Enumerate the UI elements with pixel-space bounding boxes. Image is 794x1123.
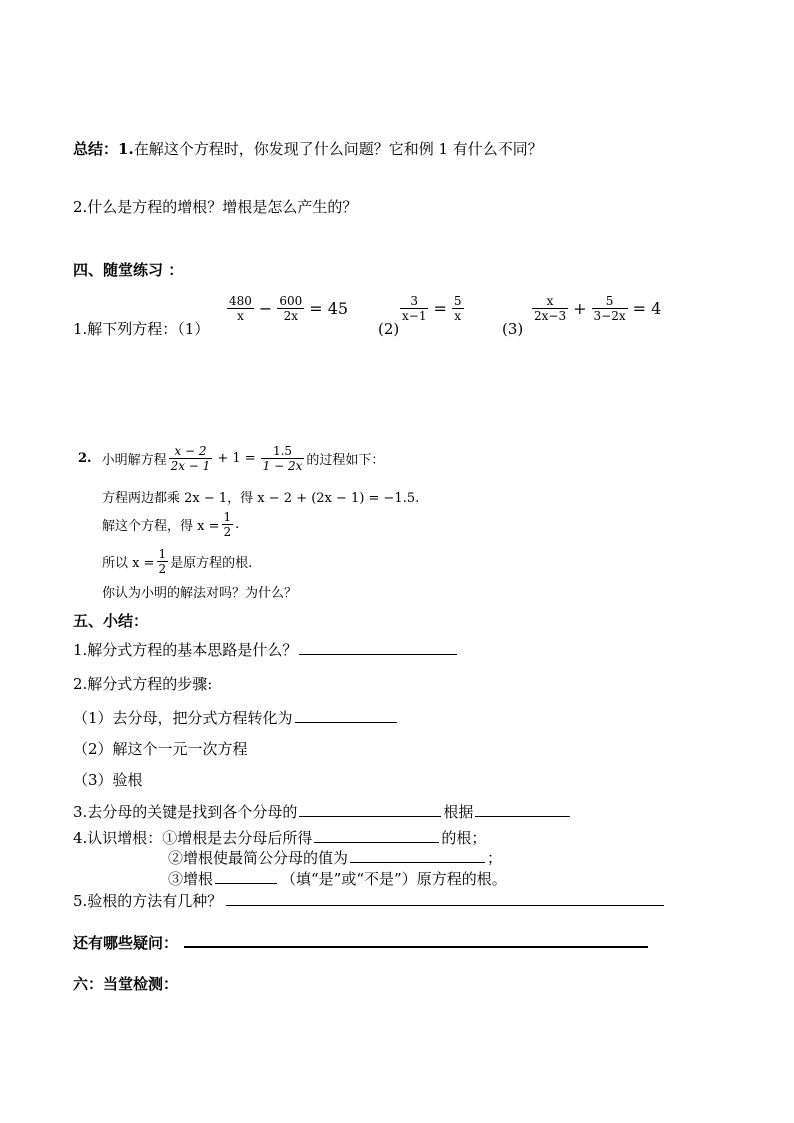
problem-2-question: 你认为小明的解法对吗？为什么？ [102,586,298,601]
blank-line[interactable] [350,848,485,863]
blank-line[interactable] [184,932,648,948]
summary-question-1: 总结：1.在解这个方程时，你发现了什么问题？它和例 1 有什么不同？ [73,140,543,158]
practice-intro: 1.解下列方程：（1） [73,320,210,338]
review-question-3: 3.去分母的关键是找到各个分母的 根据 [73,801,570,822]
equation-3: $\frac{x}{2x-3}$ + $\frac{5}{3-2x}$ = 4 [534,294,662,323]
blank-line[interactable] [226,891,664,906]
practice-heading: 四、随堂练习 ： [73,261,184,279]
review-heading: 五、小结： [73,612,149,630]
review-question-5: 5.验根的方法有几种？ [73,890,664,911]
doubts-line: 还有哪些疑问： [73,932,648,953]
review-step-2: （2）解这个一元一次方程 [73,740,248,758]
summary-question-2: 2.什么是方程的增根？增根是怎么产生的？ [73,198,358,216]
equation-3-label: (3) [502,320,524,338]
blank-line[interactable] [299,640,457,655]
equation-2-label: (2) [378,320,400,338]
review-question-4-part-2: ②增根使最简公分母的值为 ； [168,849,503,867]
problem-2-statement: 2. 小明解方程 $\frac{x - 2}{2x - 1}$ + 1 = $\frac{1.5}{1 - 2x}$ 的过程如下： [78,444,385,473]
review-question-1: 1.解分式方程的基本思路是什么？ [73,639,457,660]
blank-line[interactable] [314,828,439,843]
review-step-1: （1）去分母，把分式方程转化为 [73,707,397,728]
summary-label: 总结： [73,140,119,158]
review-step-3: （3）验根 [73,771,143,789]
test-heading: 六：当堂检测： [73,975,179,993]
problem-2-step-2: 解这个方程，得 x = $\frac{1}{2}$ . [102,510,240,539]
equation-1: $\frac{480}{x}$ − $\frac{600}{2x}$ = 45 [229,294,349,323]
review-question-4: 4.认识增根：①增根是去分母后所得 的根； [73,829,487,847]
blank-line[interactable] [295,708,397,723]
equation-2: $\frac{3}{x-1}$ = $\frac{5}{x}$ [402,294,462,323]
blank-line[interactable] [215,869,277,884]
review-question-4-part-3: ③增根 （填“是”或“不是”）原方程的根。 [168,870,507,888]
review-question-2: 2.解分式方程的步骤: [73,675,213,693]
blank-line[interactable] [475,802,570,817]
problem-2-step-1: 方程两边都乘 2x − 1，得 x − 2 + (2x − 1) = −1.5. [102,491,420,506]
problem-2-step-3: 所以 x = $\frac{1}{2}$ 是原方程的根. [102,547,253,576]
blank-line[interactable] [299,802,441,817]
